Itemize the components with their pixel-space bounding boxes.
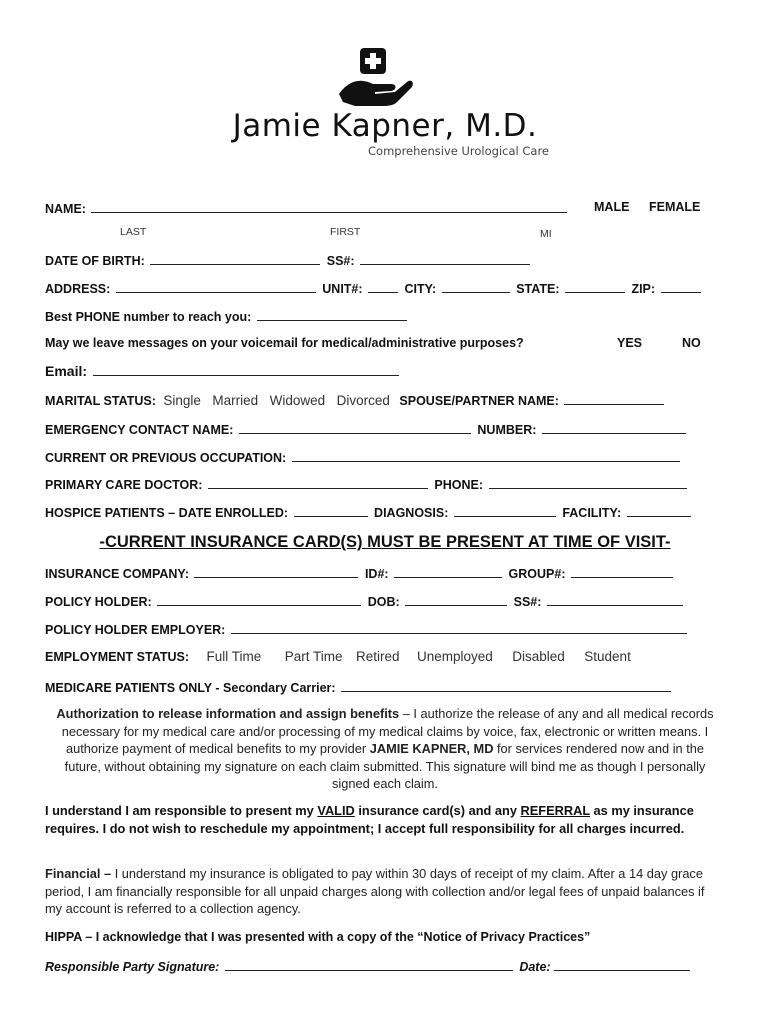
occupation-field[interactable] [292,449,680,462]
responsibility-text-3: as my insurance requires. I do not wish to reschedule my appointment; I accept full responsibility for all charges incurred. [45,803,694,836]
signature-label: Responsible Party Signature: [45,960,220,974]
dob-field[interactable] [150,252,320,265]
medicare-label: MEDICARE PATIENTS ONLY - Secondary Carrier: [45,681,336,695]
dob-row [45,252,533,268]
policy-holder-row [45,593,686,609]
pcp-row [45,476,690,492]
best-phone-label: Best PHONE number to reach you: [45,310,252,324]
occupation-row [45,449,683,465]
email-label: Email: [45,363,88,379]
name-field[interactable] [91,200,567,213]
address-row [45,280,704,296]
insurance-group-label: GROUP#: [508,567,566,581]
insurance-company-row [45,565,676,581]
spouse-field[interactable] [564,392,664,405]
emergency-number-field[interactable] [542,421,686,434]
hospice-date-field[interactable] [294,504,368,517]
insurance-company-field[interactable] [194,565,358,578]
marital-married-option[interactable]: Married [212,393,259,408]
hospice-label: HOSPICE PATIENTS – DATE ENROLLED: [45,506,289,520]
pcp-phone-field[interactable] [489,476,687,489]
authorization-paragraph [50,705,720,793]
marital-row [45,392,667,408]
employment-label: EMPLOYMENT STATUS: [45,650,189,664]
policy-ss-label: SS#: [513,595,542,609]
dob-label: DATE OF BIRTH: [45,254,145,268]
financial-text: I understand my insurance is obligated to pay within 30 days of receipt of my claim. After a 14 day grace period, I am financially responsible for all unpaid charges along with collection and/or legal fees of unpaid balances if my account is referred to a collection agency. [45,866,705,916]
mi-caption: MI [540,228,552,240]
financial-paragraph [45,865,725,918]
pcp-field[interactable] [208,476,428,489]
diagnosis-label: DIAGNOSIS: [374,506,449,520]
voicemail-question: May we leave messages on your voicemail for medical/administrative purposes? [45,336,524,350]
unit-field[interactable] [368,280,398,293]
pcp-label: PRIMARY CARE DOCTOR: [45,478,203,492]
voicemail-yes-option[interactable]: YES [617,336,643,350]
employment-disabled-option[interactable]: Disabled [512,649,565,664]
medicare-row [45,679,674,695]
authorization-heading: Authorization to release information and assign benefits [56,706,400,721]
last-caption: LAST [120,226,147,238]
state-label: STATE: [516,282,560,296]
ss-field[interactable] [360,252,530,265]
employer-row [45,621,690,637]
city-label: CITY: [404,282,437,296]
authorization-text-1: – I authorize the release of any and all medical records necessary for my medical care and/or processing of my medical claims by voice, fax, electronic or written means. I authorize payment of medical benefits to my provider [61,706,714,756]
employment-retired-option[interactable]: Retired [355,649,400,664]
hippa-statement: HIPPA – I acknowledge that I was presented with a copy of the “Notice of Privacy Practices” [45,930,591,944]
responsibility-valid: VALID [317,803,355,818]
employment-fulltime-option[interactable]: Full Time [206,649,262,664]
employment-row [45,649,631,664]
date-field[interactable] [554,958,690,971]
responsibility-text-2: insurance card(s) and any [354,803,521,818]
facility-label: FACILITY: [562,506,622,520]
occupation-label: CURRENT OR PREVIOUS OCCUPATION: [45,451,287,465]
employer-field[interactable] [231,621,687,634]
best-phone-row [45,308,410,324]
responsibility-text-1: I understand I am responsible to present my [45,803,318,818]
financial-heading: Financial – [45,866,112,881]
employment-parttime-option[interactable]: Part Time [284,649,343,664]
marital-label: MARITAL STATUS: [45,394,156,408]
marital-widowed-option[interactable]: Widowed [269,393,326,408]
signature-row [45,958,693,974]
emergency-row [45,421,689,437]
city-field[interactable] [442,280,510,293]
practice-subtitle: Comprehensive Urological Care [368,144,549,158]
medicare-carrier-field[interactable] [341,679,671,692]
policy-holder-field[interactable] [157,593,361,606]
male-option[interactable]: MALE [594,200,630,214]
policy-dob-field[interactable] [405,593,507,606]
name-row [45,200,570,216]
ss-label: SS#: [326,254,355,268]
responsibility-referral: REFERRAL [520,803,590,818]
policy-holder-label: POLICY HOLDER: [45,595,152,609]
name-label: NAME: [45,202,86,216]
email-field[interactable] [93,363,399,376]
date-label: Date: [519,960,551,974]
authorization-text-2: for services rendered now and in the future, without obtaining my signature on each claim submitted. This signature will bind me as though I personally signed each claim. [64,741,706,791]
emergency-number-label: NUMBER: [477,423,537,437]
zip-label: ZIP: [631,282,656,296]
best-phone-field[interactable] [257,308,407,321]
spouse-label: SPOUSE/PARTNER NAME: [399,394,559,408]
hospice-row [45,504,694,520]
employment-student-option[interactable]: Student [584,649,631,664]
voicemail-no-option[interactable]: NO [682,336,701,350]
unit-label: UNIT#: [322,282,363,296]
marital-single-option[interactable]: Single [163,393,201,408]
responsibility-paragraph [45,802,720,837]
insurance-group-field[interactable] [571,565,673,578]
address-field[interactable] [116,280,316,293]
insurance-company-label: INSURANCE COMPANY: [45,567,189,581]
doctor-name: Jamie Kapner, M.D. [232,108,538,144]
first-caption: FIRST [330,226,361,238]
email-row [45,363,402,379]
insurance-id-label: ID#: [364,567,389,581]
pcp-phone-label: PHONE: [434,478,484,492]
medical-cross-hand-icon [335,46,415,108]
insurance-id-field[interactable] [394,565,502,578]
diagnosis-field[interactable] [454,504,556,517]
insurance-banner: -CURRENT INSURANCE CARD(S) MUST BE PRESENT AT TIME OF VISIT- [99,533,671,551]
marital-divorced-option[interactable]: Divorced [336,393,390,408]
authorization-provider: JAMIE KAPNER, MD [369,741,494,756]
policy-dob-label: DOB: [367,595,400,609]
address-label: ADDRESS: [45,282,111,296]
state-field[interactable] [565,280,625,293]
policy-ss-field[interactable] [547,593,683,606]
female-option[interactable]: FEMALE [649,200,701,214]
zip-field[interactable] [661,280,701,293]
signature-field[interactable] [225,958,513,971]
facility-field[interactable] [627,504,691,517]
employment-unemployed-option[interactable]: Unemployed [416,649,493,664]
emergency-label: EMERGENCY CONTACT NAME: [45,423,234,437]
employer-label: POLICY HOLDER EMPLOYER: [45,623,226,637]
emergency-field[interactable] [239,421,471,434]
